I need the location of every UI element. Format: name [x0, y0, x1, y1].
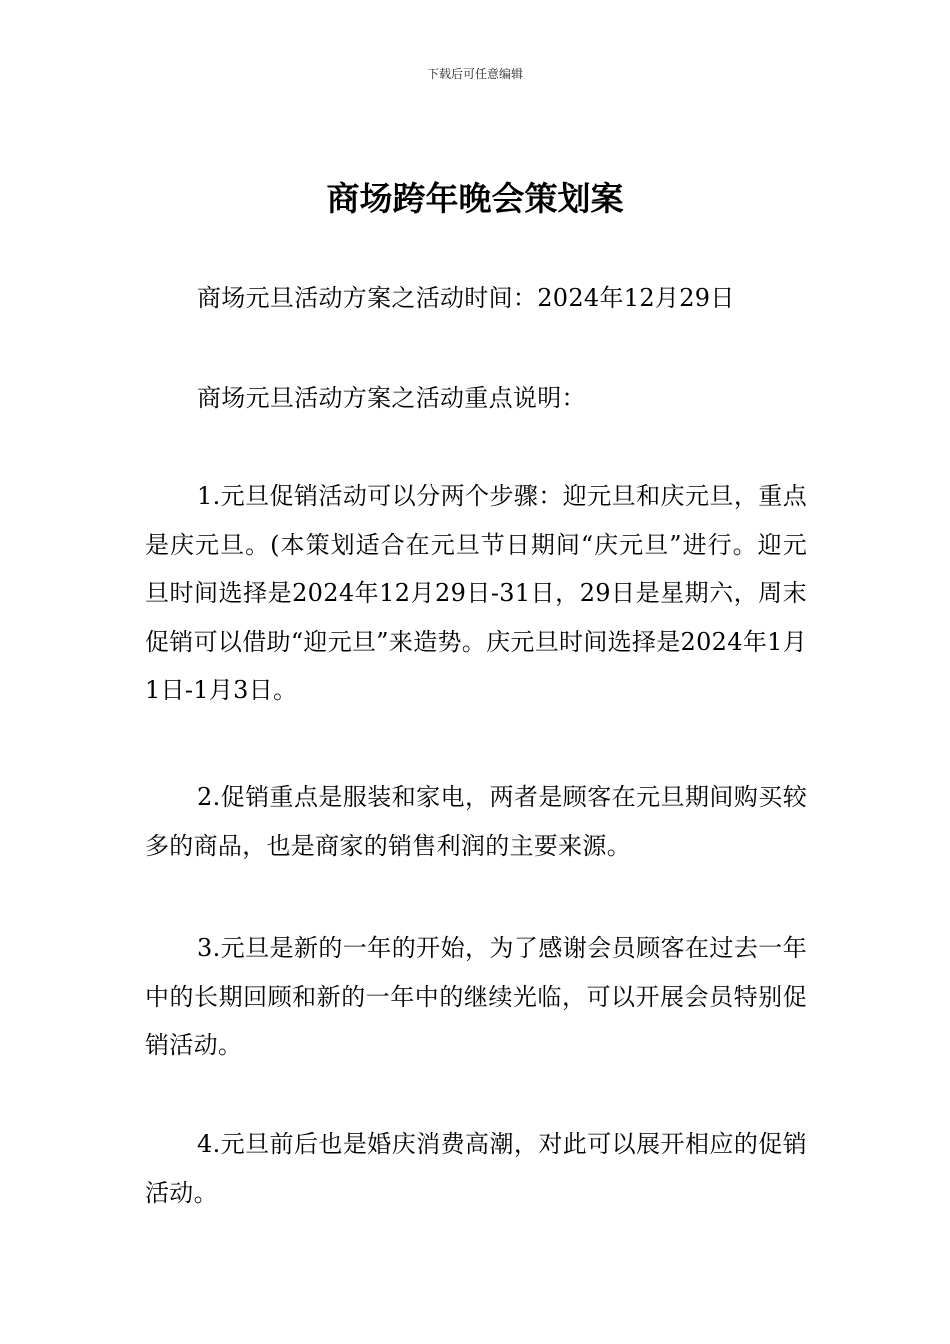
paragraph-point-3: 3.元旦是新的一年的开始，为了感谢会员顾客在过去一年中的长期回顾和新的一年中的继续光临，可以开展会员特别促销活动。: [145, 934, 807, 1059]
paragraph-point-2: 2.促销重点是服装和家电，两者是顾客在元旦期间购买较多的商品，也是商家的销售利润的主要来源。: [145, 783, 807, 860]
paragraph-point-4: 4.元旦前后也是婚庆消费高潮，对此可以展开相应的促销活动。: [145, 1130, 807, 1207]
header-note: 下载后可任意编辑: [426, 67, 523, 81]
paragraph-key-points-heading: 商场元旦活动方案之活动重点说明：: [197, 384, 586, 412]
document-title: 商场跨年晚会策划案: [326, 179, 624, 218]
paragraph-point-1: 1.元旦促销活动可以分两个步骤：迎元旦和庆元旦，重点是庆元旦。(本策划适合在元旦节日期间“庆元旦”进行。迎元旦时间选择是2024年12月29日-31日，29日是星期六，周末促销可以借助“迎元旦”来造势。庆元旦时间选择是2024年1月1日-1月3日。: [145, 482, 807, 704]
paragraph-activity-time: 商场元旦活动方案之活动时间：2024年12月29日: [197, 284, 735, 312]
